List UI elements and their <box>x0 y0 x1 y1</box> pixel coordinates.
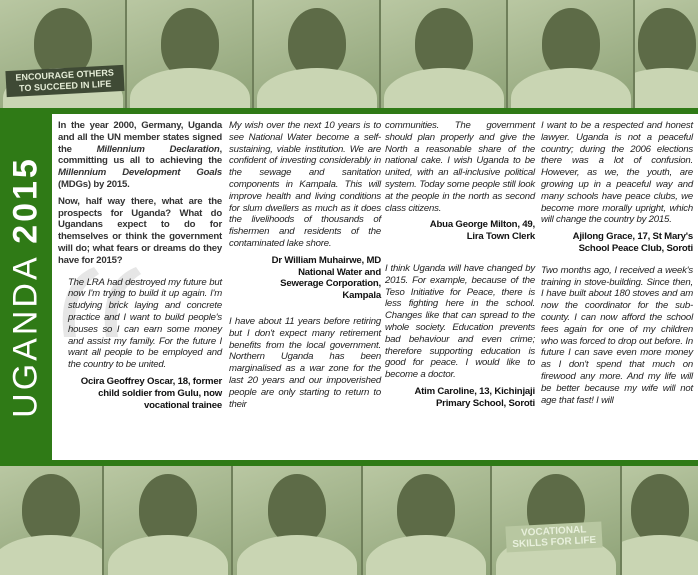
photo <box>104 466 231 575</box>
photo <box>254 0 379 108</box>
intro-paragraph: In the year 2000, Germany, Uganda and all the UN member states signed the Millennium Declaration, committing us all to achieving the Millennium Development Goals (MDGs) by 2015. <box>58 120 222 190</box>
column-3 <box>385 120 535 424</box>
quote-attribution: Ocira Geoffrey Oscar, 18, former child soldier from Gulu, now vocational trainee <box>80 375 222 411</box>
title-word: UGANDA <box>6 256 45 418</box>
photo-sign: ENCOURAGE OTHERS TO SUCCEED IN LIFE <box>5 65 124 97</box>
bottom-photo-strip <box>0 466 698 575</box>
photo <box>127 0 252 108</box>
title-year: 2015 <box>6 156 45 244</box>
photo <box>0 466 102 575</box>
green-divider <box>0 108 698 114</box>
page-title <box>7 156 46 418</box>
quote-attribution: Atim Caroline, 13, Kichinjaji Primary School, Soroti <box>414 385 535 409</box>
quote-attribution: Abua George Milton, 49, Lira Town Clerk <box>429 219 535 243</box>
quote-attribution: Ajilong Grace, 17, St Mary's School Peace Club, Soroti <box>572 231 693 254</box>
column-1 <box>58 120 222 425</box>
quote-text: I think Uganda will have changed by 2015. For example, because of the Teso Initiative for Peace, there is less fighting here in the school. Changes like that can spread to the whole society. Education prevents bad behaviour and even crime; therefore supporting education is good for peace. I would like to become a doctor. <box>385 262 535 381</box>
photo <box>622 466 698 575</box>
quote-text: communities. The government should plan properly and give the North a reasonable share of the national cake. I wish Uganda to be united, with an all-inclusive political system. Today some people still look at the people in the north as second class citizens. <box>385 120 535 214</box>
photo <box>635 0 698 108</box>
photo <box>233 466 360 575</box>
quote-text: I have about 11 years before retiring but I don't expect many retirement benefits from the local government. Northern Uganda has been marginalised as a war zone for the last 20 years and our impoverished people are only starting to return to their <box>229 315 381 410</box>
column-2 <box>229 120 381 415</box>
photo-sign: VOCATIONAL SKILLS FOR LIFE <box>506 522 603 553</box>
quote-text: I want to be a respected and honest lawyer. Uganda is not a peaceful country; during the 2006 elections there was a lot of confusion. However, as we, the youth, are growing up in a peaceful way and many schools have peace clubs, we become more morally upright, which will change the country by 2015. <box>541 120 693 226</box>
side-title-bar <box>0 108 52 466</box>
top-photo-strip <box>0 0 698 108</box>
column-4 <box>541 120 693 411</box>
quote-text: My wish over the next 10 years is to see National Water become a self-sustaining, viable institution. We are confident of investing considerably in the sewage and sanitation components in Kampala. This will improve health and living conditions for slum dwellers as much as it does the livelihoods of thousands of fishermen and residents of the contaminated lake shore. <box>229 120 381 249</box>
photo <box>363 466 490 575</box>
quote-attribution: Dr William Muhairwe, MD National Water and Sewerage Corporation, Kampala <box>271 254 381 302</box>
quote-text: The LRA had destroyed my future but now I'm trying to build it up again. I'm studying brick laying and concrete practice and I want to build people's houses so I can earn some money and assist my family. For the future I want all people to be employed and the country to be united. <box>68 276 222 371</box>
photo <box>381 0 506 108</box>
photo <box>508 0 633 108</box>
photo <box>492 466 619 575</box>
photo <box>0 0 125 108</box>
quote-text: Two months ago, I received a week's training in stove-building. Since then, I have built about 180 stoves and am now the coordinator for the sub-county. I can now afford the school fees again for one of my children who was forced to drop out before. In future I can save even more money as I don't spend that much on firewood any more. And my life will be better because my wife will not age that fast! I will <box>541 264 693 406</box>
intro-question: Now, half way there, what are the prospects for Uganda? What do Ugandans expect to do for themselves or think the government will do; what fears or dreams do they have for 2015? <box>58 195 222 266</box>
